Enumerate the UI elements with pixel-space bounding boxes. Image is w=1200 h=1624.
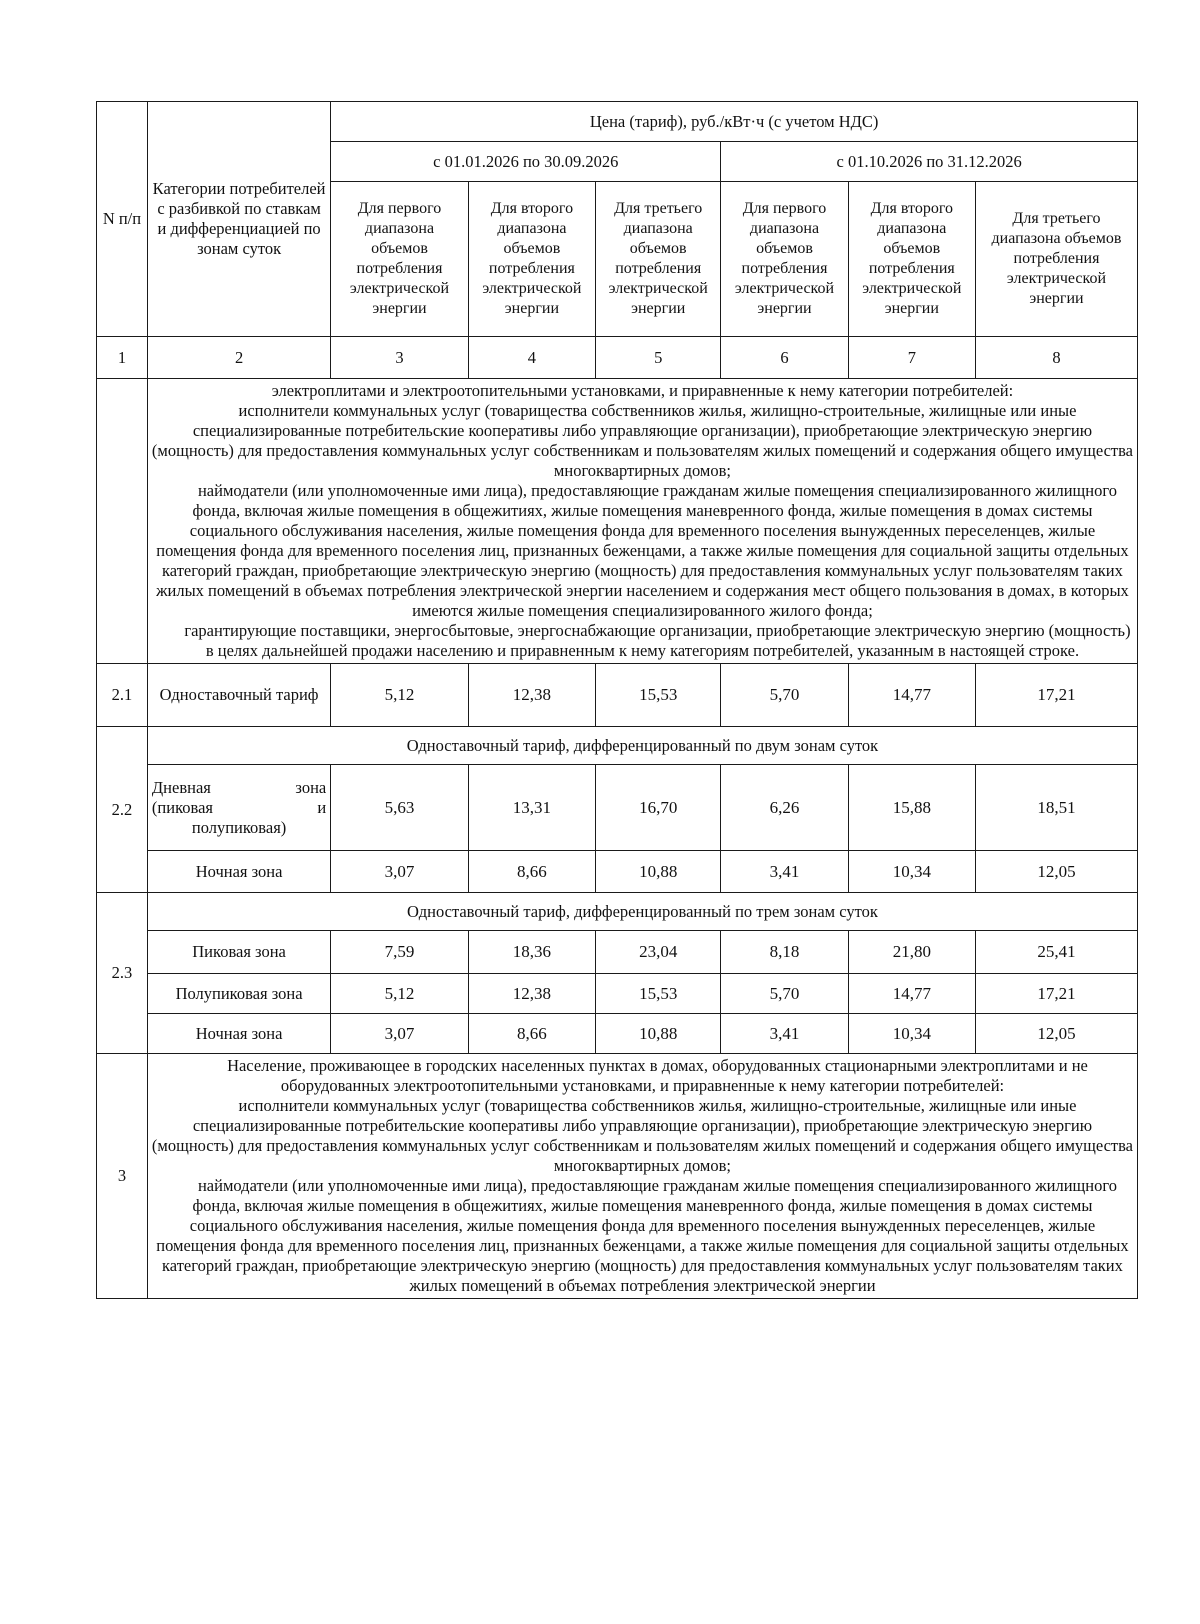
value-cell: 17,21 xyxy=(975,974,1137,1014)
value-cell: 8,18 xyxy=(721,931,848,974)
row-label: Полупиковая зона xyxy=(147,974,330,1014)
column-numbers-row xyxy=(97,337,1138,379)
block-2-text xyxy=(147,379,1137,664)
period-1: с 01.01.2026 по 30.09.2026 xyxy=(331,142,721,182)
col-number: 8 xyxy=(975,337,1137,379)
row-num: 2.1 xyxy=(97,664,148,727)
value-cell: 5,12 xyxy=(331,974,469,1014)
col-number: 6 xyxy=(721,337,848,379)
value-cell: 18,36 xyxy=(468,931,595,974)
label-part: (пиковая xyxy=(151,797,213,817)
label-part: Дневная xyxy=(151,777,211,797)
sub-header-3: Для третьего диапазона объемов потребления электрической энергии xyxy=(596,182,721,337)
num-col-header: N п/п xyxy=(97,102,148,337)
value-cell: 14,77 xyxy=(848,664,975,727)
sub-header-6: Для третьего диапазона объемов потребления электрической энергии xyxy=(975,182,1137,337)
value-cell: 5,70 xyxy=(721,664,848,727)
value-cell: 3,07 xyxy=(331,851,469,893)
row-2-3-night xyxy=(97,1014,1138,1054)
price-title: Цена (тариф), руб./кВт·ч (с учетом НДС) xyxy=(331,102,1138,142)
row-2-1 xyxy=(97,664,1138,727)
col-number: 2 xyxy=(147,337,330,379)
value-cell: 5,12 xyxy=(331,664,469,727)
value-cell: 17,21 xyxy=(975,664,1137,727)
value-cell: 3,41 xyxy=(721,851,848,893)
label-part: полупиковая) xyxy=(191,817,287,837)
row-label: Ночная зона xyxy=(147,1014,330,1054)
row-label: Ночная зона xyxy=(147,851,330,893)
tariff-table xyxy=(96,101,1138,1299)
sub-header-1: Для первого диапазона объемов потребления электрической энергии xyxy=(331,182,469,337)
row-num: 2.2 xyxy=(97,727,148,893)
col-number: 1 xyxy=(97,337,148,379)
value-cell: 10,88 xyxy=(596,1014,721,1054)
category-col-header: Категории потребителей с разбивкой по ставкам и дифференциацией по зонам суток xyxy=(147,102,330,337)
block-3-paragraph: Население, проживающее в городских населенных пунктах в домах, оборудованных стационарными электроплитами и не оборудованных электроотопительными установками, и приравненные к нему категории потребителей: xyxy=(227,1056,1088,1095)
value-cell: 12,38 xyxy=(468,664,595,727)
value-cell: 5,63 xyxy=(331,765,469,851)
block-2-num xyxy=(97,379,148,664)
row-num: 2.3 xyxy=(97,893,148,1054)
value-cell: 3,41 xyxy=(721,1014,848,1054)
value-cell: 25,41 xyxy=(975,931,1137,974)
block-2-paragraph: исполнители коммунальных услуг (товарищества собственников жилья, жилищно-строительные, жилищные или иные специализированные потребительские кооперативы либо управляющие организации), приобретающие электрическую энергию (мощность) для предоставления коммунальных услуг собственникам и пользователям жилых помещений и содержания общего имущества многоквартирных домов; xyxy=(151,401,1134,480)
sub-header-5: Для второго диапазона объемов потребления электрической энергии xyxy=(848,182,975,337)
row-num: 3 xyxy=(97,1054,148,1299)
row-label: Пиковая зона xyxy=(147,931,330,974)
value-cell: 15,53 xyxy=(596,974,721,1014)
block-3-paragraph: наймодатели (или уполномоченные ими лица), предоставляющие гражданам жилые помещения специализированного жилищного фонда, включая жилые помещения в общежитиях, жилые помещения маневренного фонда, жилые помещения в домах системы социального обслуживания населения, жилые помещения фонда для временного поселения вынужденных переселенцев, жилые помещения фонда для временного поселения лиц, признанных беженцами, а также жилые помещения для социальной защиты отдельных категорий граждан, приобретающие электрическую энергию (мощность) для предоставления коммунальных услуг пользователям таких жилых помещений в объемах потребления электрической энергии xyxy=(156,1176,1129,1295)
label-part: зона xyxy=(295,777,327,797)
block-2-paragraph: гарантирующие поставщики, энергосбытовые, энергоснабжающие организации, приобретающие электрическую энергию (мощность) в целях дальнейшей продажи населению и приравненным к нему категориям потребителей, указанным в настоящей строке. xyxy=(184,621,1131,660)
block-2-text-row xyxy=(97,379,1138,664)
period-2: с 01.10.2026 по 31.12.2026 xyxy=(721,142,1138,182)
value-cell: 8,66 xyxy=(468,851,595,893)
block-2-paragraph: наймодатели (или уполномоченные ими лица), предоставляющие гражданам жилые помещения специализированного жилищного фонда, включая жилые помещения в общежитиях, жилые помещения маневренного фонда, жилые помещения в домах системы социального обслуживания населения, жилые помещения фонда для временного поселения вынужденных переселенцев, жилые помещения фонда для временного поселения лиц, признанных беженцами, а также жилые помещения для социальной защиты отдельных категорий граждан, приобретающие электрическую энергию (мощность) для предоставления коммунальных услуг пользователям таких жилых помещений в объемах потребления электрической энергии населением и содержания мест общего пользования в домах, в которых имеются жилые помещения специализированного жилого фонда; xyxy=(156,481,1129,620)
block-3-paragraph: исполнители коммунальных услуг (товарищества собственников жилья, жилищно-строительные, жилищные или иные специализированные потребительские кооперативы либо управляющие организации), приобретающие электрическую энергию (мощность) для предоставления коммунальных услуг собственникам и пользователям жилых помещений и содержания общего имущества многоквартирных домов; xyxy=(151,1096,1134,1175)
col-number: 3 xyxy=(331,337,469,379)
value-cell: 16,70 xyxy=(596,765,721,851)
sub-header-2: Для второго диапазона объемов потребления электрической энергии xyxy=(468,182,595,337)
row-2-3-title xyxy=(97,893,1138,931)
value-cell: 10,34 xyxy=(848,1014,975,1054)
row-2-3-semipeak xyxy=(97,974,1138,1014)
col-number: 5 xyxy=(596,337,721,379)
value-cell: 23,04 xyxy=(596,931,721,974)
row-label xyxy=(147,765,330,851)
block-2-paragraph: электроплитами и электроотопительными установками, и приравненные к нему категории потребителей: xyxy=(271,381,1014,400)
value-cell: 10,88 xyxy=(596,851,721,893)
value-cell: 3,07 xyxy=(331,1014,469,1054)
value-cell: 18,51 xyxy=(975,765,1137,851)
value-cell: 12,38 xyxy=(468,974,595,1014)
value-cell: 21,80 xyxy=(848,931,975,974)
label-part: и xyxy=(317,797,327,817)
value-cell: 6,26 xyxy=(721,765,848,851)
col-number: 4 xyxy=(468,337,595,379)
sub-header-4: Для первого диапазона объемов потребления электрической энергии xyxy=(721,182,848,337)
row-2-3-peak xyxy=(97,931,1138,974)
row-title: Одноставочный тариф, дифференцированный по двум зонам суток xyxy=(147,727,1137,765)
row-2-2-day xyxy=(97,765,1138,851)
value-cell: 15,88 xyxy=(848,765,975,851)
value-cell: 14,77 xyxy=(848,974,975,1014)
value-cell: 13,31 xyxy=(468,765,595,851)
value-cell: 15,53 xyxy=(596,664,721,727)
col-number: 7 xyxy=(848,337,975,379)
row-2-2-night xyxy=(97,851,1138,893)
value-cell: 7,59 xyxy=(331,931,469,974)
value-cell: 12,05 xyxy=(975,851,1137,893)
block-3-text xyxy=(147,1054,1137,1299)
value-cell: 12,05 xyxy=(975,1014,1137,1054)
row-2-2-title xyxy=(97,727,1138,765)
block-3-row xyxy=(97,1054,1138,1299)
header-row-1 xyxy=(97,102,1138,142)
row-title: Одноставочный тариф, дифференцированный по трем зонам суток xyxy=(147,893,1137,931)
value-cell: 8,66 xyxy=(468,1014,595,1054)
row-label: Одноставочный тариф xyxy=(147,664,330,727)
value-cell: 10,34 xyxy=(848,851,975,893)
value-cell: 5,70 xyxy=(721,974,848,1014)
